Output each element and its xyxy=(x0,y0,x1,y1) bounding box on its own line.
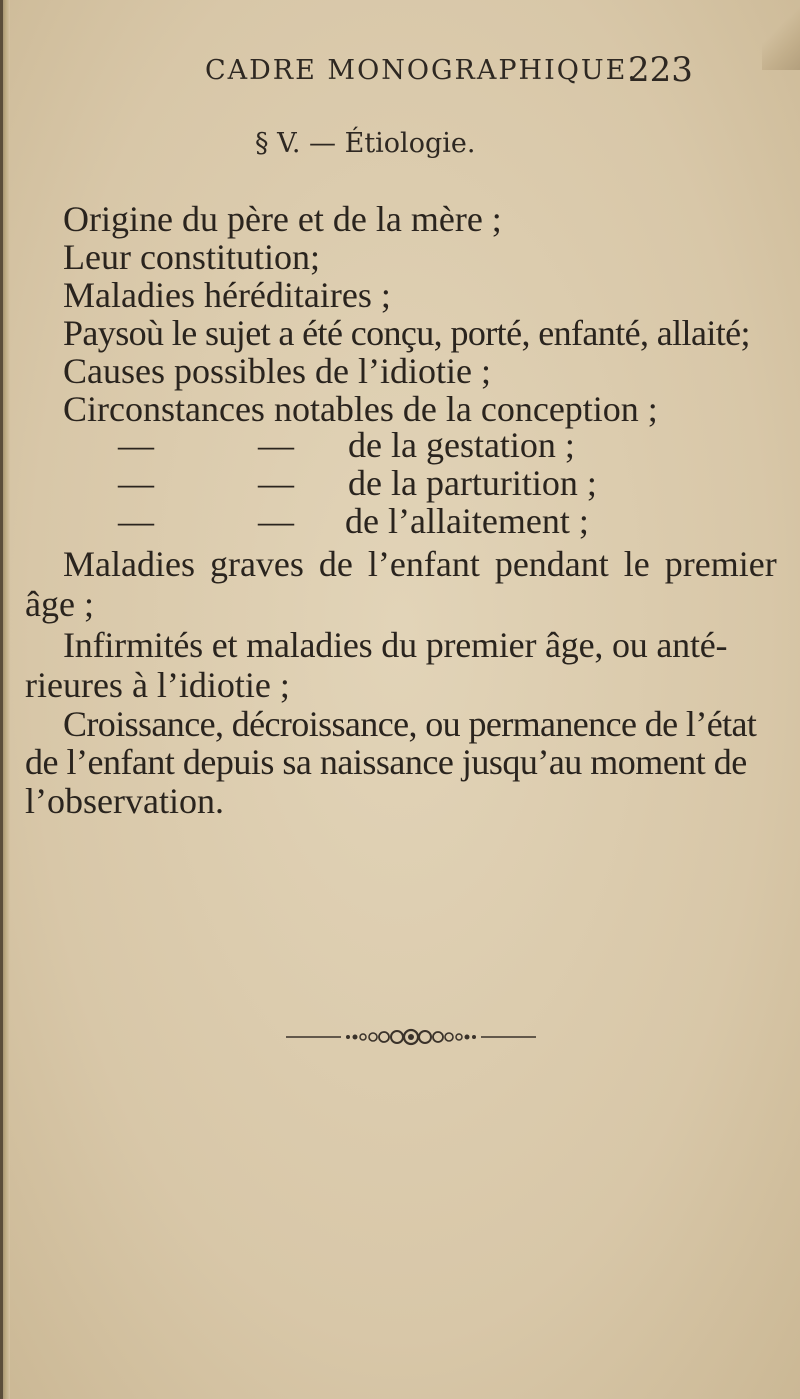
text-line-causes: Causes possibles de l’idiotie ; xyxy=(63,351,491,391)
ditto-dash: — xyxy=(258,463,294,503)
ditto-dash: — xyxy=(258,501,294,541)
text-line-parturition xyxy=(0,462,800,502)
text-line-maladies-graves: Maladies graves de l’enfant pendant le premier xyxy=(63,544,777,584)
text-line-circonstances: Circonstances notables de la conception ; xyxy=(63,389,658,429)
text-line-maladies-hereditaires: Maladies héréditaires ; xyxy=(63,275,391,315)
text-line-age: âge ; xyxy=(25,584,94,624)
page-edge-line xyxy=(0,0,3,1399)
allaitement-text: de l’allaitement ; xyxy=(345,501,589,541)
text-line-anterieures: rieures à l’idiotie ; xyxy=(25,665,290,705)
text-line-pays: Paysoù le sujet a été conçu, porté, enfanté, allaité; xyxy=(63,313,750,353)
running-head: CADRE MONOGRAPHIQUE. xyxy=(205,55,638,86)
text-line-gestation xyxy=(0,424,800,464)
page-number: 223 xyxy=(628,50,693,90)
gestation-text: de la gestation ; xyxy=(348,425,575,465)
text-line-origine: Origine du père et de la mère ; xyxy=(63,199,502,239)
ditto-dash: — xyxy=(118,501,154,541)
ditto-dash: — xyxy=(258,425,294,465)
text-line-infirmites: Infirmités et maladies du premier âge, ou anté- xyxy=(63,625,728,665)
ditto-dash: — xyxy=(118,463,154,503)
ditto-dash: — xyxy=(118,425,154,465)
text-line-naissance: de l’enfant depuis sa naissance jusqu’au moment de xyxy=(25,742,747,782)
text-line-croissance: Croissance, décroissance, ou permanence de l’état xyxy=(63,704,757,744)
decorative-rule-ornament xyxy=(286,1025,536,1049)
section-heading: § V. — Étiologie. xyxy=(255,128,476,159)
text-line-allaitement xyxy=(0,500,800,540)
parturition-text: de la parturition ; xyxy=(348,463,597,503)
page-corner-wear xyxy=(762,0,800,70)
text-line-constitution: Leur constitution; xyxy=(63,237,320,277)
text-line-observation: l’observation. xyxy=(25,781,224,821)
